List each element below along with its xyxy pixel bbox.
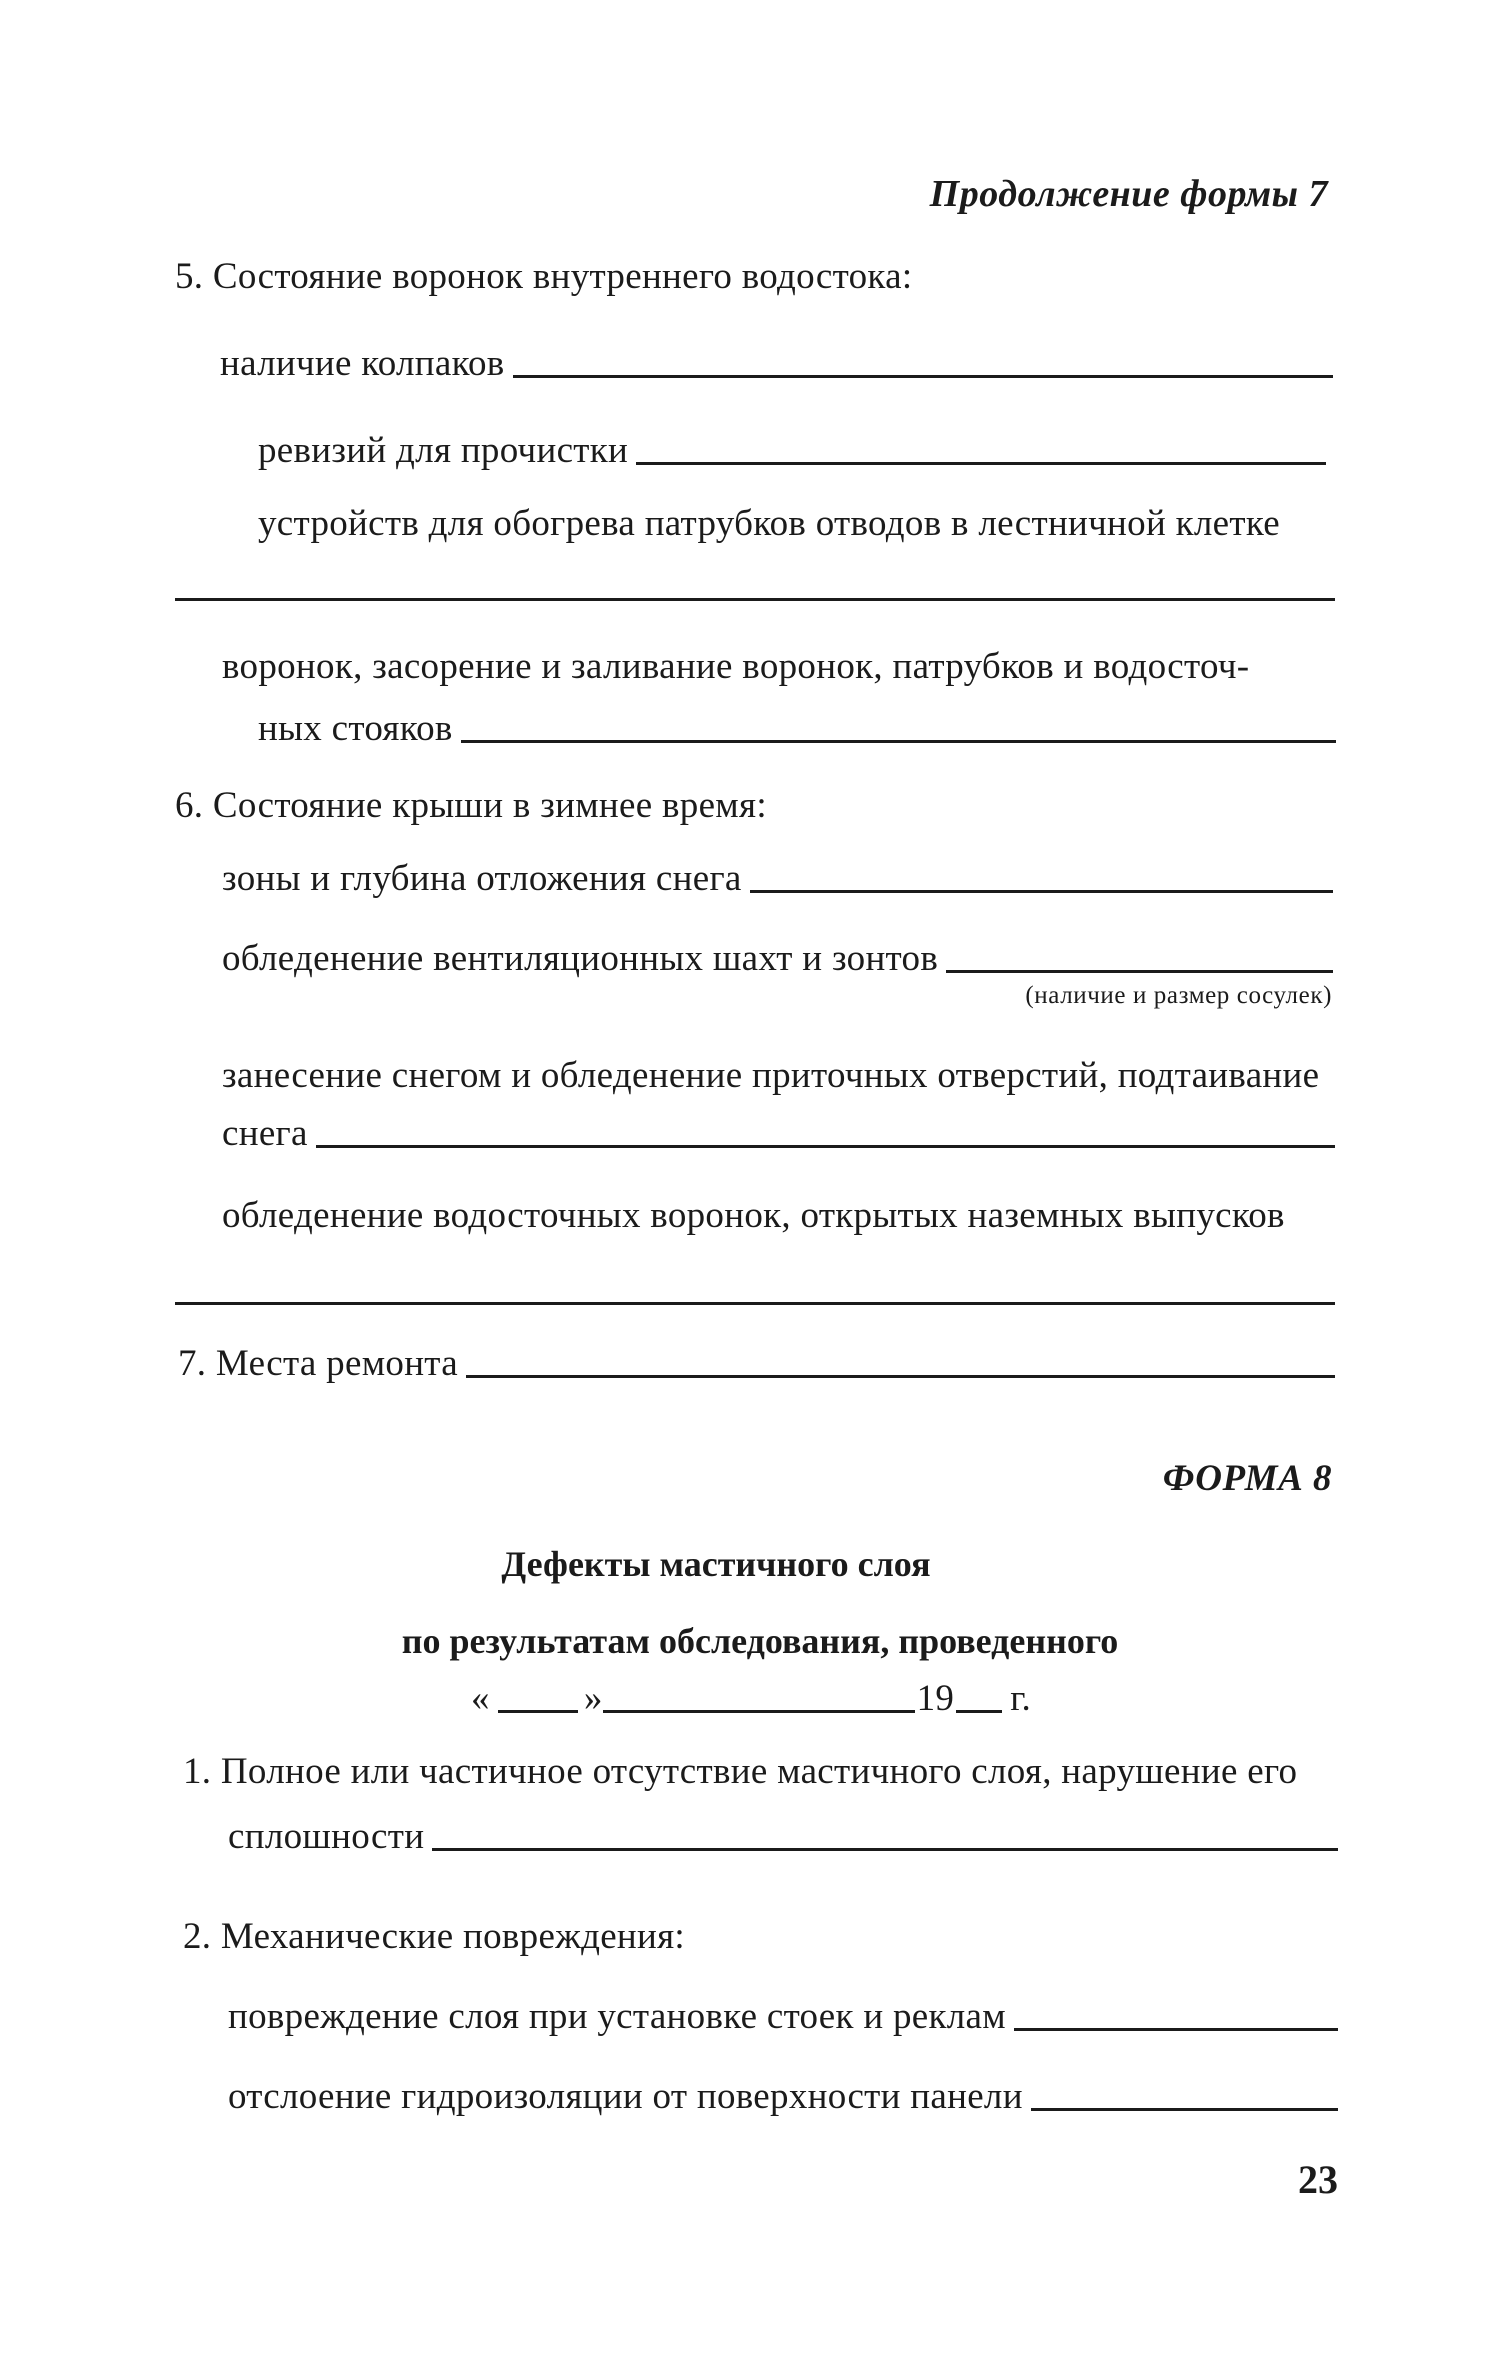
field-drift-line[interactable]: [316, 1145, 1335, 1148]
section-7-title: 7. Места ремонта: [178, 1343, 458, 1384]
field-clog: [258, 710, 1336, 747]
field-icing-drains-line[interactable]: [175, 1302, 1335, 1305]
date-line: [471, 1680, 1031, 1717]
section-5-title: 5. Состояние воронок внутреннего водостока:: [175, 256, 913, 297]
field-drift-text1: занесение снегом и обледенение приточных отверстий, подтаивание: [222, 1055, 1320, 1096]
field-icing-drains-label: обледенение водосточных воронок, открытых наземных выпусков: [222, 1195, 1285, 1236]
form-8-label: ФОРМА 8: [1162, 1458, 1332, 1499]
field-icing-vents-line[interactable]: [946, 970, 1333, 973]
item-1-line[interactable]: [432, 1848, 1338, 1851]
field-drift-label: снега: [222, 1113, 308, 1154]
item-2a-line[interactable]: [1014, 2028, 1338, 2031]
date-month-field[interactable]: [603, 1710, 915, 1713]
field-snow: [222, 860, 1333, 897]
field-clog-text1: воронок, засорение и заливание воронок, патрубков и водосточ-: [222, 646, 1250, 687]
date-suffix: г.: [1010, 1678, 1032, 1719]
field-repair: [178, 1345, 1335, 1382]
page-number: 23: [1298, 2157, 1338, 2202]
form-8-title-1: Дефекты мастичного слоя: [501, 1544, 931, 1584]
field-caps-label: наличие колпаков: [220, 343, 505, 384]
item-2-title: 2. Механические повреждения:: [183, 1916, 686, 1957]
item-2b-line[interactable]: [1031, 2108, 1338, 2111]
date-year-field[interactable]: [956, 1710, 1002, 1713]
field-icing-vents-label: обледенение вентиляционных шахт и зонтов: [222, 938, 939, 979]
item-1-label: сплошности: [228, 1816, 425, 1857]
field-caps: [220, 345, 1333, 382]
item-2a-field: [228, 1998, 1338, 2035]
continuation-header: Продолжение формы 7: [929, 173, 1328, 215]
field-caps-line[interactable]: [513, 375, 1333, 378]
field-drift: [222, 1115, 1335, 1152]
item-2b-label: отслоение гидроизоляции от поверхности панели: [228, 2076, 1023, 2117]
form-8-title-2: по результатам обследования, проведенного: [401, 1621, 1119, 1661]
item-1-text1: 1. Полное или частичное отсутствие мастичного слоя, нарушение его: [183, 1751, 1298, 1792]
date-year-prefix: 19: [916, 1678, 955, 1719]
item-2b-field: [228, 2078, 1338, 2115]
date-close-quote: »: [583, 1678, 603, 1719]
item-1-field: [228, 1818, 1338, 1855]
field-heating-line[interactable]: [175, 598, 1335, 601]
field-snow-line[interactable]: [750, 890, 1333, 893]
field-icing-vents: [222, 940, 1333, 977]
field-revisions: [258, 432, 1326, 469]
field-revisions-label: ревизий для прочистки: [258, 430, 629, 471]
date-day-field[interactable]: [498, 1710, 578, 1713]
field-clog-line1: [222, 648, 1328, 685]
section-6-title: 6. Состояние крыши в зимнее время:: [175, 785, 767, 826]
field-heating-label: устройств для обогрева патрубков отводов в лестничной клетке: [258, 503, 1280, 544]
field-icing-vents-caption: (наличие и размер сосулек): [1025, 982, 1332, 1009]
item-2a-label: повреждение слоя при установке стоек и реклам: [228, 1996, 1006, 2037]
field-clog-label: ных стояков: [258, 708, 453, 749]
field-clog-fill[interactable]: [461, 740, 1336, 743]
field-snow-label: зоны и глубина отложения снега: [222, 858, 742, 899]
date-open-quote: «: [471, 1678, 490, 1719]
field-repair-line[interactable]: [466, 1375, 1335, 1378]
field-revisions-line[interactable]: [636, 462, 1326, 465]
